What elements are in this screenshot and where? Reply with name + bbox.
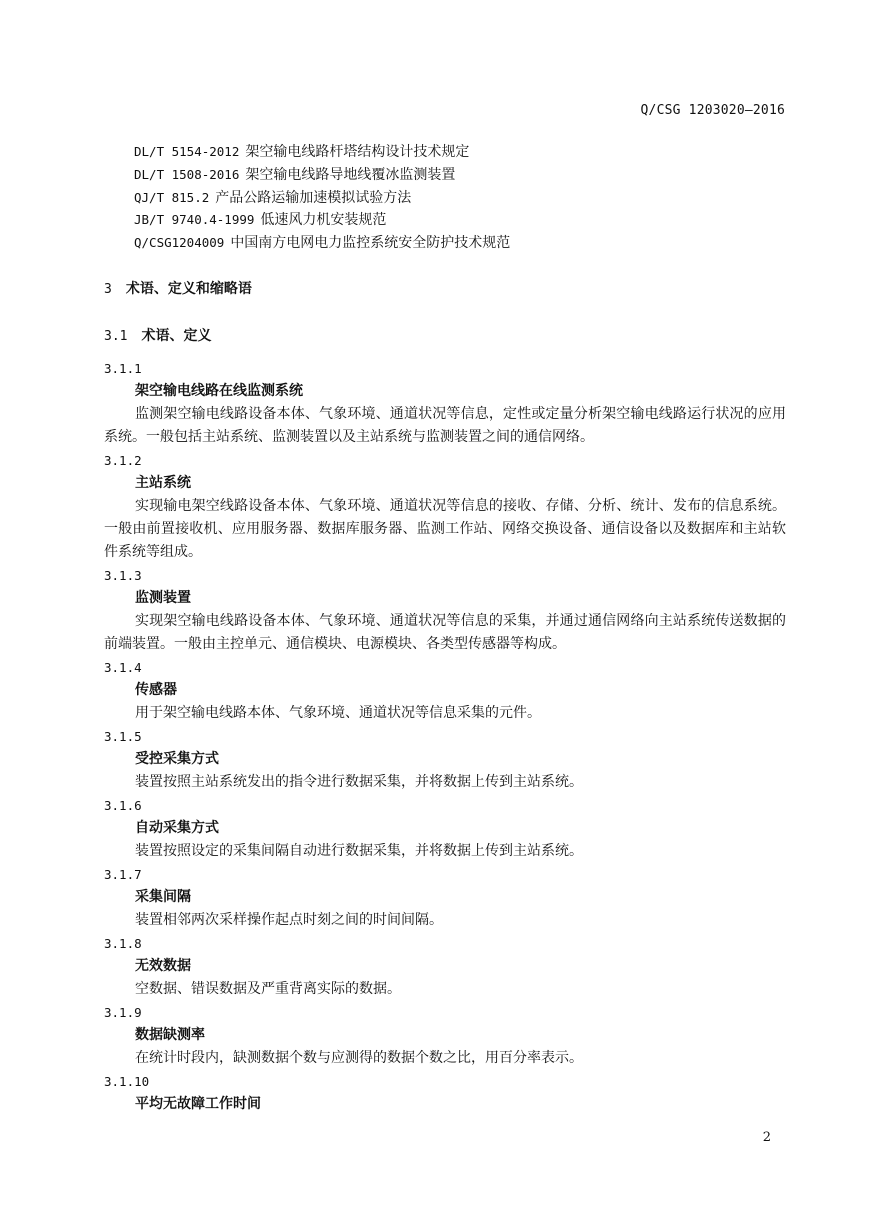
term-name: 主站系统 xyxy=(135,475,191,491)
term-number: 3.1.6 xyxy=(104,798,142,813)
term-number: 3.1.2 xyxy=(104,453,142,468)
term-number: 3.1.10 xyxy=(104,1074,150,1089)
term-definition: 空数据、错误数据及严重背离实际的数据。 xyxy=(135,981,401,997)
section-number: 3.1 xyxy=(104,329,128,344)
term-name: 受控采集方式 xyxy=(135,751,219,767)
term-number: 3.1.1 xyxy=(104,361,142,376)
term-definition: 实现输电架空线路设备本体、气象环境、通道状况等信息的接收、存储、分析、统计、发布的信息系统。一般由前置接收机、应用服务器、数据库服务器、监测工作站、网络交换设备、通信设备以及数据库和主站软件系统等组成。 xyxy=(104,498,786,560)
term-entry xyxy=(104,357,786,449)
term-entry xyxy=(104,1070,786,1116)
reference-list xyxy=(134,141,510,255)
term-name: 数据缺测率 xyxy=(135,1027,205,1043)
reference-code: JB/T 9740.4-1999 xyxy=(134,212,255,228)
term-number: 3.1.7 xyxy=(104,867,142,882)
reference-title: 架空输电线路导地线覆冰监测装置 xyxy=(245,166,456,183)
reference-code: DL/T 1508-2016 xyxy=(134,166,240,182)
section-title: 术语、定义和缩略语 xyxy=(125,281,252,297)
reference-code: QJ/T 815.2 xyxy=(134,189,210,205)
term-name: 平均无故障工作时间 xyxy=(135,1096,261,1112)
term-name: 采集间隔 xyxy=(135,889,191,905)
term-name: 监测装置 xyxy=(135,590,191,606)
term-number: 3.1.9 xyxy=(104,1005,142,1020)
reference-item xyxy=(134,187,510,210)
term-definition: 装置相邻两次采样操作起点时刻之间的时间间隔。 xyxy=(135,912,443,928)
page-number: 2 xyxy=(762,1130,771,1145)
term-entry xyxy=(104,656,786,725)
document-code: Q/CSG 1203020—2016 xyxy=(640,103,785,118)
term-number: 3.1.3 xyxy=(104,568,142,583)
term-definition: 实现架空输电线路设备本体、气象环境、通道状况等信息的采集，并通过通信网络向主站系统传送数据的前端装置。一般由主控单元、通信模块、电源模块、各类型传感器等构成。 xyxy=(104,613,786,652)
term-definition: 装置按照主站系统发出的指令进行数据采集，并将数据上传到主站系统。 xyxy=(135,774,583,790)
term-number: 3.1.8 xyxy=(104,936,142,951)
term-name: 传感器 xyxy=(135,682,177,698)
term-definition: 在统计时段内，缺测数据个数与应测得的数据个数之比，用百分率表示。 xyxy=(135,1050,583,1066)
term-entry xyxy=(104,794,786,863)
term-name: 无效数据 xyxy=(135,958,191,974)
reference-item xyxy=(134,209,510,232)
term-entry xyxy=(104,564,786,656)
reference-item xyxy=(134,164,510,187)
term-definition: 监测架空输电线路设备本体、气象环境、通道状况等信息，定性或定量分析架空输电线路运行状况的应用系统。一般包括主站系统、监测装置以及主站系统与监测装置之间的通信网络。 xyxy=(104,406,786,445)
term-entry xyxy=(104,725,786,794)
reference-title: 中国南方电网电力监控系统安全防护技术规范 xyxy=(230,235,511,252)
section-number: 3 xyxy=(104,282,112,297)
section-heading-3-1 xyxy=(104,325,211,345)
term-entry xyxy=(104,1001,786,1070)
section-title: 术语、定义 xyxy=(141,328,212,344)
term-name: 自动采集方式 xyxy=(135,820,219,836)
reference-title: 低速风力机安装规范 xyxy=(260,212,387,229)
term-name: 架空输电线路在线监测系统 xyxy=(135,383,303,399)
reference-item xyxy=(134,232,510,255)
term-number: 3.1.5 xyxy=(104,729,142,744)
reference-title: 架空输电线路杆塔结构设计技术规定 xyxy=(245,144,470,160)
section-heading-3 xyxy=(104,278,252,298)
term-definition: 装置按照设定的采集间隔自动进行数据采集，并将数据上传到主站系统。 xyxy=(135,843,583,859)
term-list xyxy=(104,357,786,1116)
term-number: 3.1.4 xyxy=(104,660,142,675)
reference-code: DL/T 5154-2012 xyxy=(134,144,240,159)
reference-code: Q/CSG1204009 xyxy=(134,235,225,251)
term-entry xyxy=(104,863,786,932)
term-entry xyxy=(104,449,786,564)
term-entry xyxy=(104,932,786,1001)
reference-title: 产品公路运输加速模拟试验方法 xyxy=(215,189,412,206)
reference-item xyxy=(134,141,510,164)
term-definition: 用于架空输电线路本体、气象环境、通道状况等信息采集的元件。 xyxy=(135,705,541,721)
